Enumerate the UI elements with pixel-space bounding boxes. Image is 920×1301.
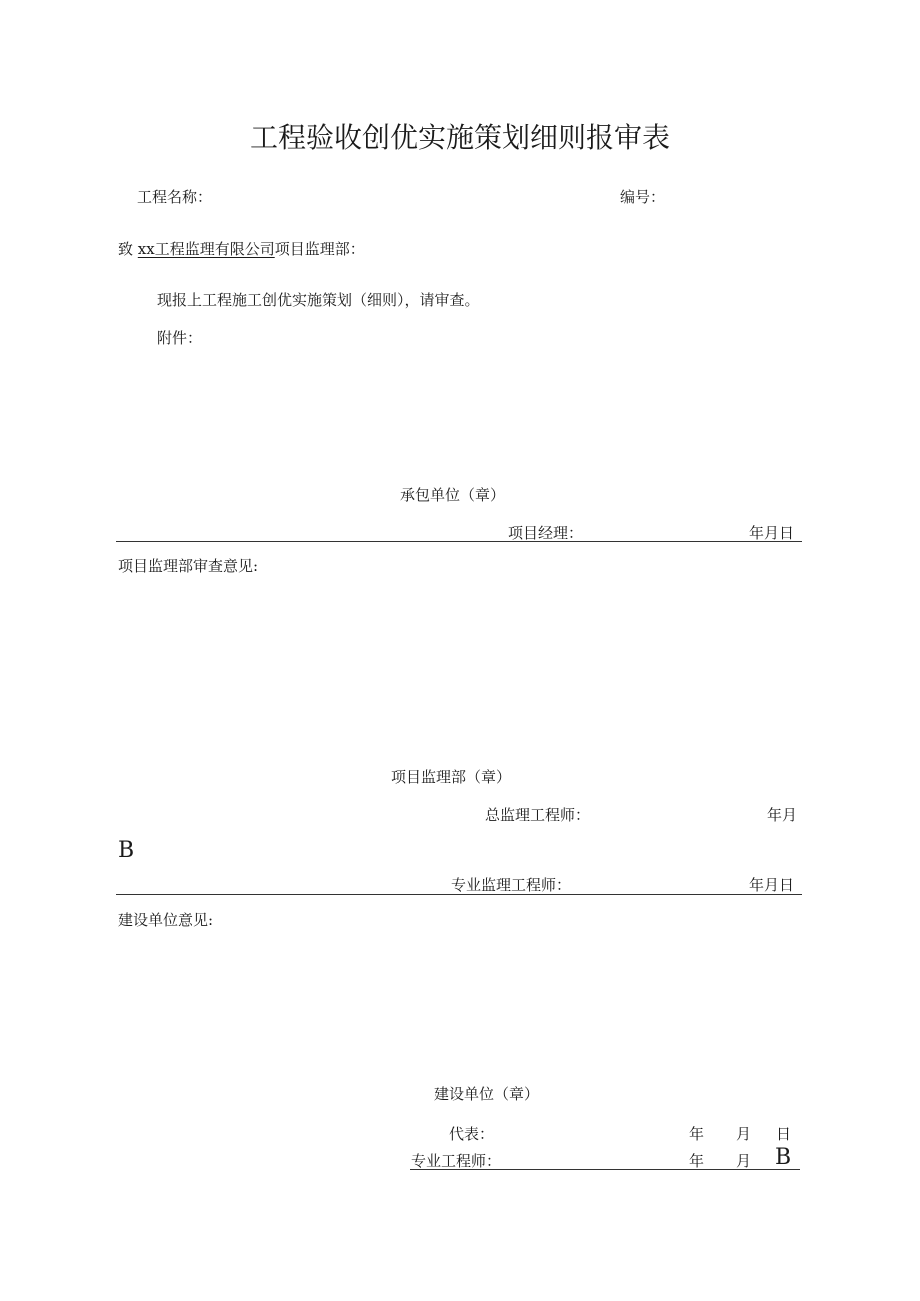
chief-engineer-label: 总监理工程师：: [485, 806, 591, 824]
supervision-company-name: xx工程监理有限公司: [137, 240, 275, 258]
contractor-seal-label: 承包单位（章）: [400, 486, 506, 504]
number-label: 编号：: [620, 188, 666, 206]
divider-line: [116, 541, 802, 542]
signature-underline: [410, 1169, 800, 1170]
rep-year-label: 年: [689, 1125, 705, 1143]
addressee-suffix: 项目监理部：: [274, 240, 365, 258]
eng-year-label: 年: [689, 1152, 705, 1170]
owner-seal-label: 建设单位（章）: [434, 1085, 540, 1103]
specialist-date-label: 年月日: [749, 876, 795, 894]
contractor-date-label: 年月日: [749, 524, 795, 542]
addressee-prefix: 致: [118, 240, 134, 258]
chief-date-label: 年月: [767, 806, 798, 824]
addressee-line: [118, 238, 365, 259]
submission-text: 现报上工程施工创优实施策划（细则），请审查。: [157, 291, 480, 309]
rep-month-label: 月: [736, 1125, 752, 1143]
project-manager-label: 项目经理：: [508, 524, 584, 542]
specialist-engineer-label: 专业监理工程师：: [451, 876, 572, 894]
attachment-label: 附件：: [157, 329, 203, 347]
owner-opinion-label: 建设单位意见:: [118, 911, 214, 929]
divider-line: [116, 894, 802, 895]
chief-date-tail: B: [118, 838, 135, 863]
eng-month-label: 月: [736, 1152, 752, 1170]
form-title: 工程验收创优实施策划细则报审表: [249, 121, 670, 154]
representative-label: 代表：: [449, 1125, 495, 1143]
rep-day-label: 日: [776, 1125, 792, 1143]
supervision-seal-label: 项目监理部（章）: [391, 768, 512, 786]
eng-day-label: B: [775, 1145, 792, 1170]
owner-engineer-label: 专业工程师：: [411, 1152, 502, 1170]
project-name-label: 工程名称：: [137, 188, 213, 206]
supervision-opinion-label: 项目监理部审查意见:: [118, 557, 259, 575]
